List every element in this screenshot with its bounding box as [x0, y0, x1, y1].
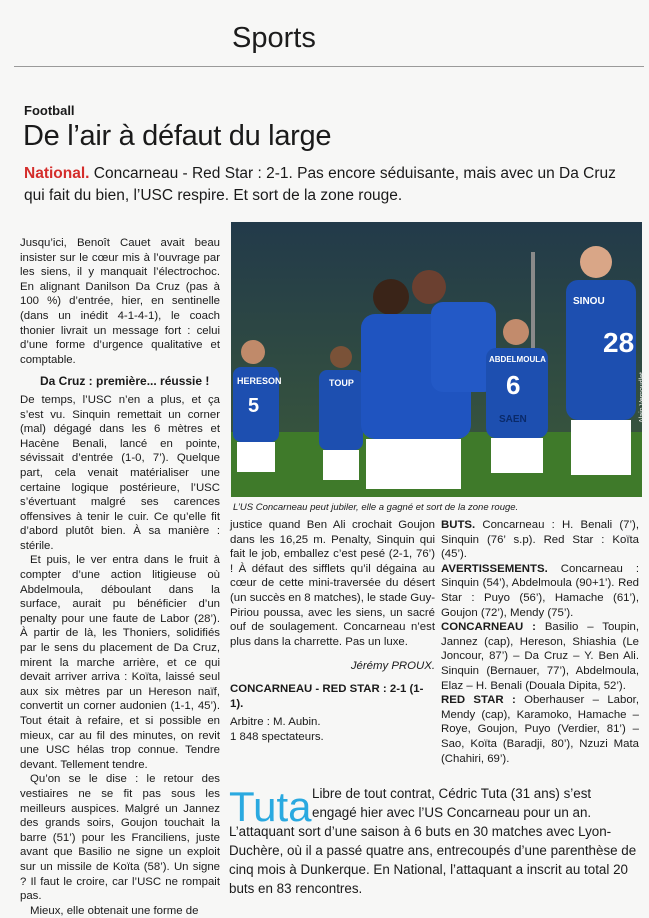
jersey-number-6: 6 [506, 370, 521, 400]
paragraph: Qu’on se le dise : le retour des vestiaires ne se fit pas sous les meilleurs auspices. Malgré un Jannez des grands soirs, Goujon touchait la barre (51’) pour les Franciliens, juste avant que Basilio ne signe un exploit sur un missile de Koïta (58’). Un signe ? Il faut le croire, car l’USC ne rompait pas. [20, 773, 220, 903]
jersey-sponsor: SAEN [499, 414, 527, 425]
deck-match: Concarneau - Red Star : 2-1. [93, 165, 293, 182]
goals-text: Concarneau : H. Benali (7’), Sinquin (76’ s.p). Red Star : Koïta (45’). [441, 519, 639, 561]
jersey-name-hereson: HERESON [237, 376, 282, 386]
match-photo [231, 222, 646, 497]
warnings-text: Concarneau : Sinquin (54’), Abdelmoula (90+1’). Red Star : Puyo (56’), Hamache (61’), Goujon (72’), Mendy (75’). [441, 562, 639, 619]
kicker: Football [24, 103, 75, 118]
paragraph: De temps, l’USC n’en a plus, et ça s’est vu. Sinquin remettait un corner (mal) dégagé dans les 6 mètres et Hacène Benali, lancé en pointe, sévissait d’entrée (1-0, 7’). Quelque part, cela venait matérialiser une certaine logique postérieure, l’USC s’évertuant malgré ses carences offensives à tenir le cuir. Ce qu’elle fit d’abord plutôt bien. À sa manière : stérile. [20, 393, 220, 552]
headline: De l’air à défaut du large [23, 120, 332, 152]
tuta-text: Libre de tout contrat, Cédric Tuta (31 ans) s’est engagé hier avec l’US Concarneau pour un an. L’attaquant sort d’une saison à 6 buts en 30 matches avec Lyon-Duchère, où il a passé quatre ans, entrecoupés d’une parenthèse de cinq mois à Dunkerque. En National, l’attaquant a inscrit au total 20 buts en 83 rencontres. [229, 786, 637, 896]
match-details-column [441, 518, 639, 766]
warnings-label: AVERTISSEMENTS. [441, 562, 548, 575]
paragraph: justice quand Ben Ali crochait Goujon dans les 16,25 m. Penalty, Sinquin qui fait le job, emballez c’est pesé (2-1, 76’) ! À défaut des sifflets qu’il dégaina au cœur de cette mini-traversée du désert (un succès en 8 matches), le stade Guy-Piriou poussa, avec les siens, un sacré ouf de soulagement. Concarneau n’est plus dans la charrette. Pas un luxe. [230, 519, 435, 648]
deck-category: National. [24, 165, 90, 182]
tuta-dropword: Tuta [229, 783, 312, 830]
photo-illustration [231, 222, 642, 497]
concarneau-text: Basilio – Toupin, Jannez (cap), Hereson, Shiashia (Le Joncour, 87’) – Da Cruz – Y. Ben Ali. Sinquin (Bernauer, 77’), Abdelmoula, Elaz – H. Benali (Douala Dipita, 52’). [441, 621, 639, 692]
jersey-name-abdelmoula: ABDELMOULA [489, 355, 546, 364]
photo-caption: L’US Concarneau peut jubiler, elle a gagné et sort de la zone rouge. [233, 502, 519, 513]
warnings-block [441, 562, 639, 620]
jersey-number-5: 5 [248, 395, 260, 417]
article-column-2 [230, 518, 435, 744]
goals-label: BUTS. [441, 519, 476, 531]
section-title: Sports [232, 22, 316, 54]
redstar-lineup [441, 693, 639, 766]
author-signature: Jérémy PROUX. [350, 660, 435, 673]
photo-credit: Alain Vernoudlet [639, 372, 646, 423]
concarneau-lineup [441, 620, 639, 693]
concarneau-label: CONCARNEAU : [441, 621, 536, 634]
jersey-name-toup: TOUP [329, 378, 354, 388]
match-result-title: CONCARNEAU - RED STAR : 2-1 (1-1). [230, 682, 424, 710]
paragraph: Mieux, elle obtenait une forme de [30, 904, 199, 917]
redstar-text: Oberhauser – Labor, Mendy (cap), Karamoko, Hamache – Roye, Goujon, Puyo (Verdier, 81’) – Sao, Koïta (Baradji, 80’), Nzuzi Mata (Chahiri, 69’). [441, 694, 639, 765]
goals-block [441, 518, 639, 562]
paragraph: Jusqu’ici, Benoît Cauet avait beau insister sur le cœur mis à l’ouvrage par les siens, il y manquait l’électrochoc. En alignant Danilson Da Cruz (pas à 100 %) d’entrée, hier, en sentinelle (dans un inédit 4-1-4-1), le coach thonier livrait un message fort : celui d’une forme d’urgence qualitative et comptable. [20, 237, 220, 366]
referee: Arbitre : M. Aubin. [230, 716, 321, 729]
player-sinquin [566, 246, 636, 475]
jersey-name-sinquin: SINOU [573, 296, 605, 307]
deck-text: Pas encore séduisante, mais avec un Da Cruz qui fait du bien, l’USC respire. Et sort de la zone rouge. [24, 165, 616, 204]
divider [14, 66, 644, 67]
subheading: Da Cruz : première... réussie ! [40, 374, 210, 389]
article-column-1 [20, 236, 220, 918]
paragraph: Et puis, le ver entra dans le fruit à compter d’une action litigieuse où Abdelmoula, déboulant dans la surface, aurait pu bénéficier d’un penalty pour une faute de Labor (28’). À partir de là, les Thoniers, solidifiés par le sens du placement de Da Cruz, mirent la marche arrière, et ce qui devait arriver arriva : Koïta, laissé seul aux six mètres par un Hereson naïf, convertit un corner audonien (1-1, 45’). Tout était à refaire, et si possible en mieux, car au fil des minutes, on revit une USC hélas trop connue. Tendre devant. Tellement tendre. [20, 554, 220, 771]
redstar-label: RED STAR : [441, 694, 516, 707]
jersey-number-28: 28 [603, 327, 635, 358]
tuta-brief [229, 784, 639, 898]
deck [24, 163, 624, 207]
spectators: 1 848 spectateurs. [230, 730, 324, 743]
